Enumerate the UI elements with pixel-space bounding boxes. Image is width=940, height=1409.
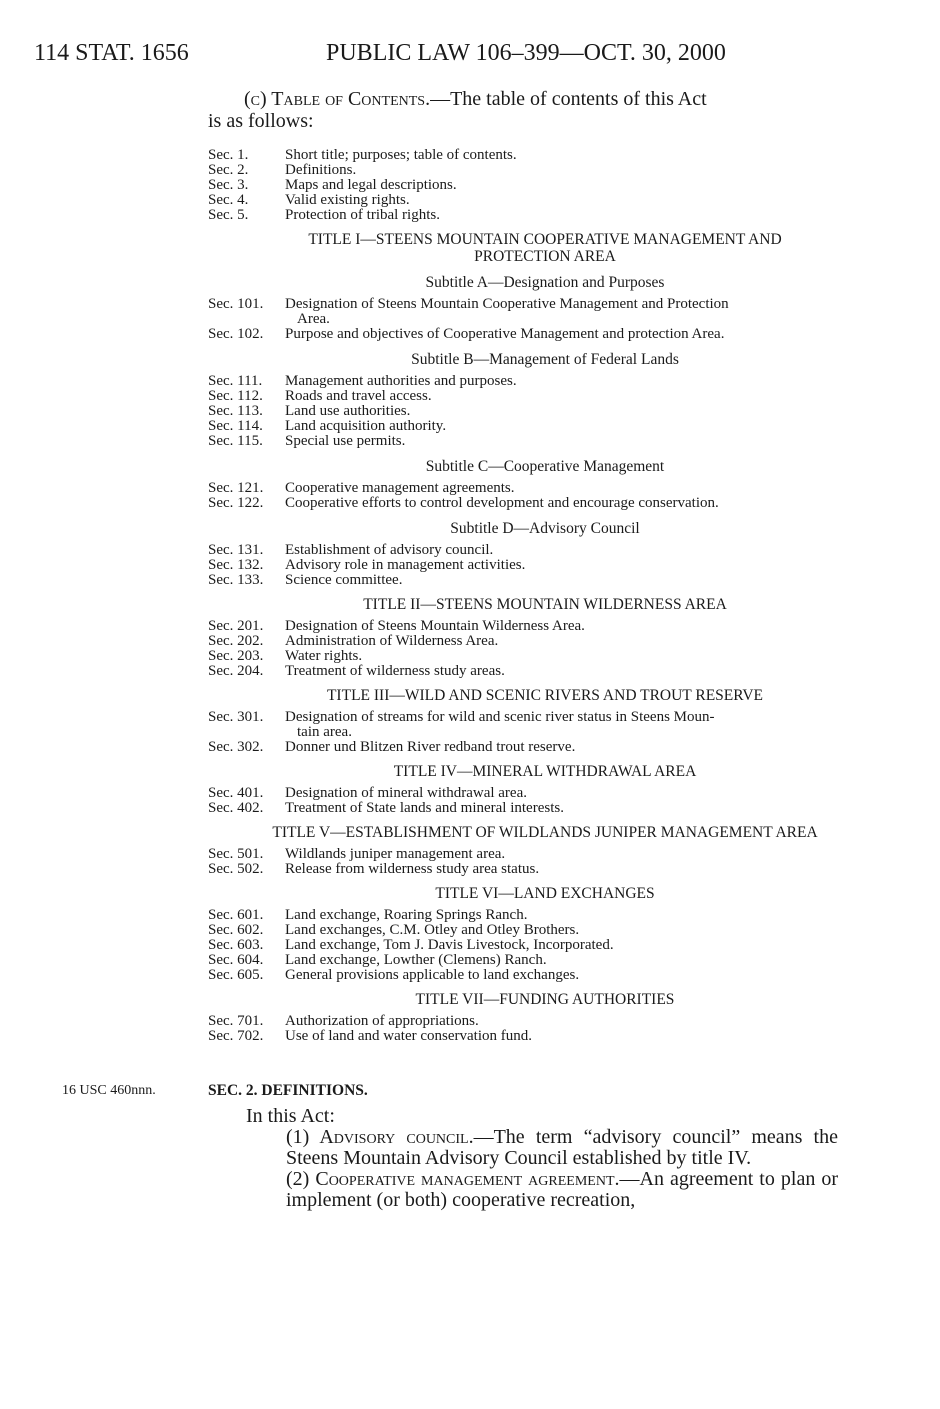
public-law-reference: PUBLIC LAW 106–399—OCT. 30, 2000 <box>326 40 726 66</box>
subtitle-b-heading: Subtitle B—Management of Federal Lands <box>411 351 679 368</box>
toc-entry: Sec. 3. Maps and legal descriptions. <box>208 177 457 193</box>
toc-entry: Sec. 601. Land exchange, Roaring Springs Ranch. <box>208 907 528 923</box>
toc-entry: Sec. 603. Land exchange, Tom J. Davis Livestock, Incorporated. <box>208 937 614 953</box>
toc-entry: Sec. 602. Land exchanges, C.M. Otley and Otley Brothers. <box>208 922 580 938</box>
toc-entry: Sec. 121. Cooperative management agreements. <box>208 480 515 496</box>
toc-entry: Sec. 133. Science committee. <box>208 572 403 588</box>
title-3-heading: TITLE III—WILD AND SCENIC RIVERS AND TROUT RESERVE <box>326 687 764 704</box>
toc-entry: Sec. 111. Management authorities and purposes. <box>208 373 517 389</box>
toc-entry: Sec. 114. Land acquisition authority. <box>208 418 447 434</box>
toc-entry: Sec. 702. Use of land and water conservation fund. <box>208 1028 533 1044</box>
stat-reference: 114 STAT. 1656 <box>34 40 189 66</box>
toc-entry: Sec. 131. Establishment of advisory council. <box>208 542 494 558</box>
toc-intro-text: —The table of contents of this Act <box>430 88 707 110</box>
toc-entry: Sec. 502. Release from wilderness study area status. <box>208 861 540 877</box>
toc-entry: Sec. 605. General provisions applicable to land exchanges. <box>208 967 580 983</box>
toc-entry: Sec. 5. Protection of tribal rights. <box>208 207 440 223</box>
toc-entry: Sec. 401. Designation of mineral withdrawal area. <box>208 785 527 801</box>
toc-entry: Sec. 201. Designation of Steens Mountain Wilderness Area. <box>208 618 585 634</box>
table-of-contents <box>208 88 842 1044</box>
toc-entry: Sec. 4. Valid existing rights. <box>208 192 410 208</box>
toc-entry: Sec. 501. Wildlands juniper management area. <box>208 846 506 862</box>
toc-entry: Sec. 2. Definitions. <box>208 162 357 178</box>
toc-entry: Sec. 113. Land use authorities. <box>208 403 411 419</box>
usc-margin-note: 16 USC 460nnn. <box>62 1083 156 1098</box>
toc-general-sections <box>208 148 842 223</box>
toc-entry: Sec. 115. Special use permits. <box>208 433 406 449</box>
toc-entry: Sec. 202. Administration of Wilderness Area. <box>208 633 499 649</box>
title-2-heading: TITLE II—STEENS MOUNTAIN WILDERNESS AREA <box>363 596 727 613</box>
toc-entry: Sec. 302. Donner und Blitzen River redband trout reserve. <box>208 739 576 755</box>
title-6-heading: TITLE VI—LAND EXCHANGES <box>435 885 655 902</box>
toc-entry: Sec. 701. Authorization of appropriations. <box>208 1013 479 1029</box>
title-4-heading: TITLE IV—MINERAL WITHDRAWAL AREA <box>393 763 697 780</box>
section-2-heading: SEC. 2. DEFINITIONS. <box>208 1082 368 1099</box>
subtitle-d-heading: Subtitle D—Advisory Council <box>450 520 640 537</box>
title-5-heading: TITLE V—ESTABLISHMENT OF WILDLANDS JUNIPER MANAGEMENT AREA <box>272 824 818 841</box>
toc-entry: Sec. 102. Purpose and objectives of Cooperative Management and protection Area. <box>208 326 725 342</box>
definitions-text <box>246 1106 838 1211</box>
toc-entry: Sec. 203. Water rights. <box>208 648 363 664</box>
toc-entry: Sec. 204. Treatment of wilderness study areas. <box>208 663 505 679</box>
toc-entry: Sec. 101. Designation of Steens Mountain Cooperative Management and Protection Area. <box>208 296 729 327</box>
page-header <box>34 40 914 74</box>
title-1-heading: TITLE I—STEENS MOUNTAIN COOPERATIVE MANAGEMENT AND PROTECTION AREA <box>308 231 782 265</box>
toc-intro-continued: is as follows: <box>208 110 314 132</box>
subtitle-a-heading: Subtitle A—Designation and Purposes <box>425 274 665 291</box>
definition-cooperative-management-agreement: (2) Cooperative management agreement.—An agreement to plan or implement (or both) cooperative recreation, <box>286 1168 839 1211</box>
toc-entry: Sec. 1. Short title; purposes; table of contents. <box>208 147 517 163</box>
toc-entry: Sec. 122. Cooperative efforts to control development and encourage conservation. <box>208 495 719 511</box>
toc-entry: Sec. 112. Roads and travel access. <box>208 388 432 404</box>
definitions-intro: In this Act: <box>246 1105 335 1127</box>
toc-intro-label: (c) Table of Contents. <box>244 88 431 110</box>
toc-entry: Sec. 301. Designation of streams for wild and scenic river status in Steens Moun- tain area. <box>208 709 715 740</box>
toc-intro <box>208 88 842 132</box>
toc-entry: Sec. 604. Land exchange, Lowther (Clemens) Ranch. <box>208 952 547 968</box>
title-7-heading: TITLE VII—FUNDING AUTHORITIES <box>415 991 675 1008</box>
definition-advisory-council: (1) Advisory council.—The term “advisory council” means the Steens Mountain Advisory Council established by title IV. <box>286 1126 838 1169</box>
toc-entry: Sec. 132. Advisory role in management activities. <box>208 557 526 573</box>
subtitle-c-heading: Subtitle C—Cooperative Management <box>425 458 665 475</box>
toc-entry: Sec. 402. Treatment of State lands and mineral interests. <box>208 800 564 816</box>
